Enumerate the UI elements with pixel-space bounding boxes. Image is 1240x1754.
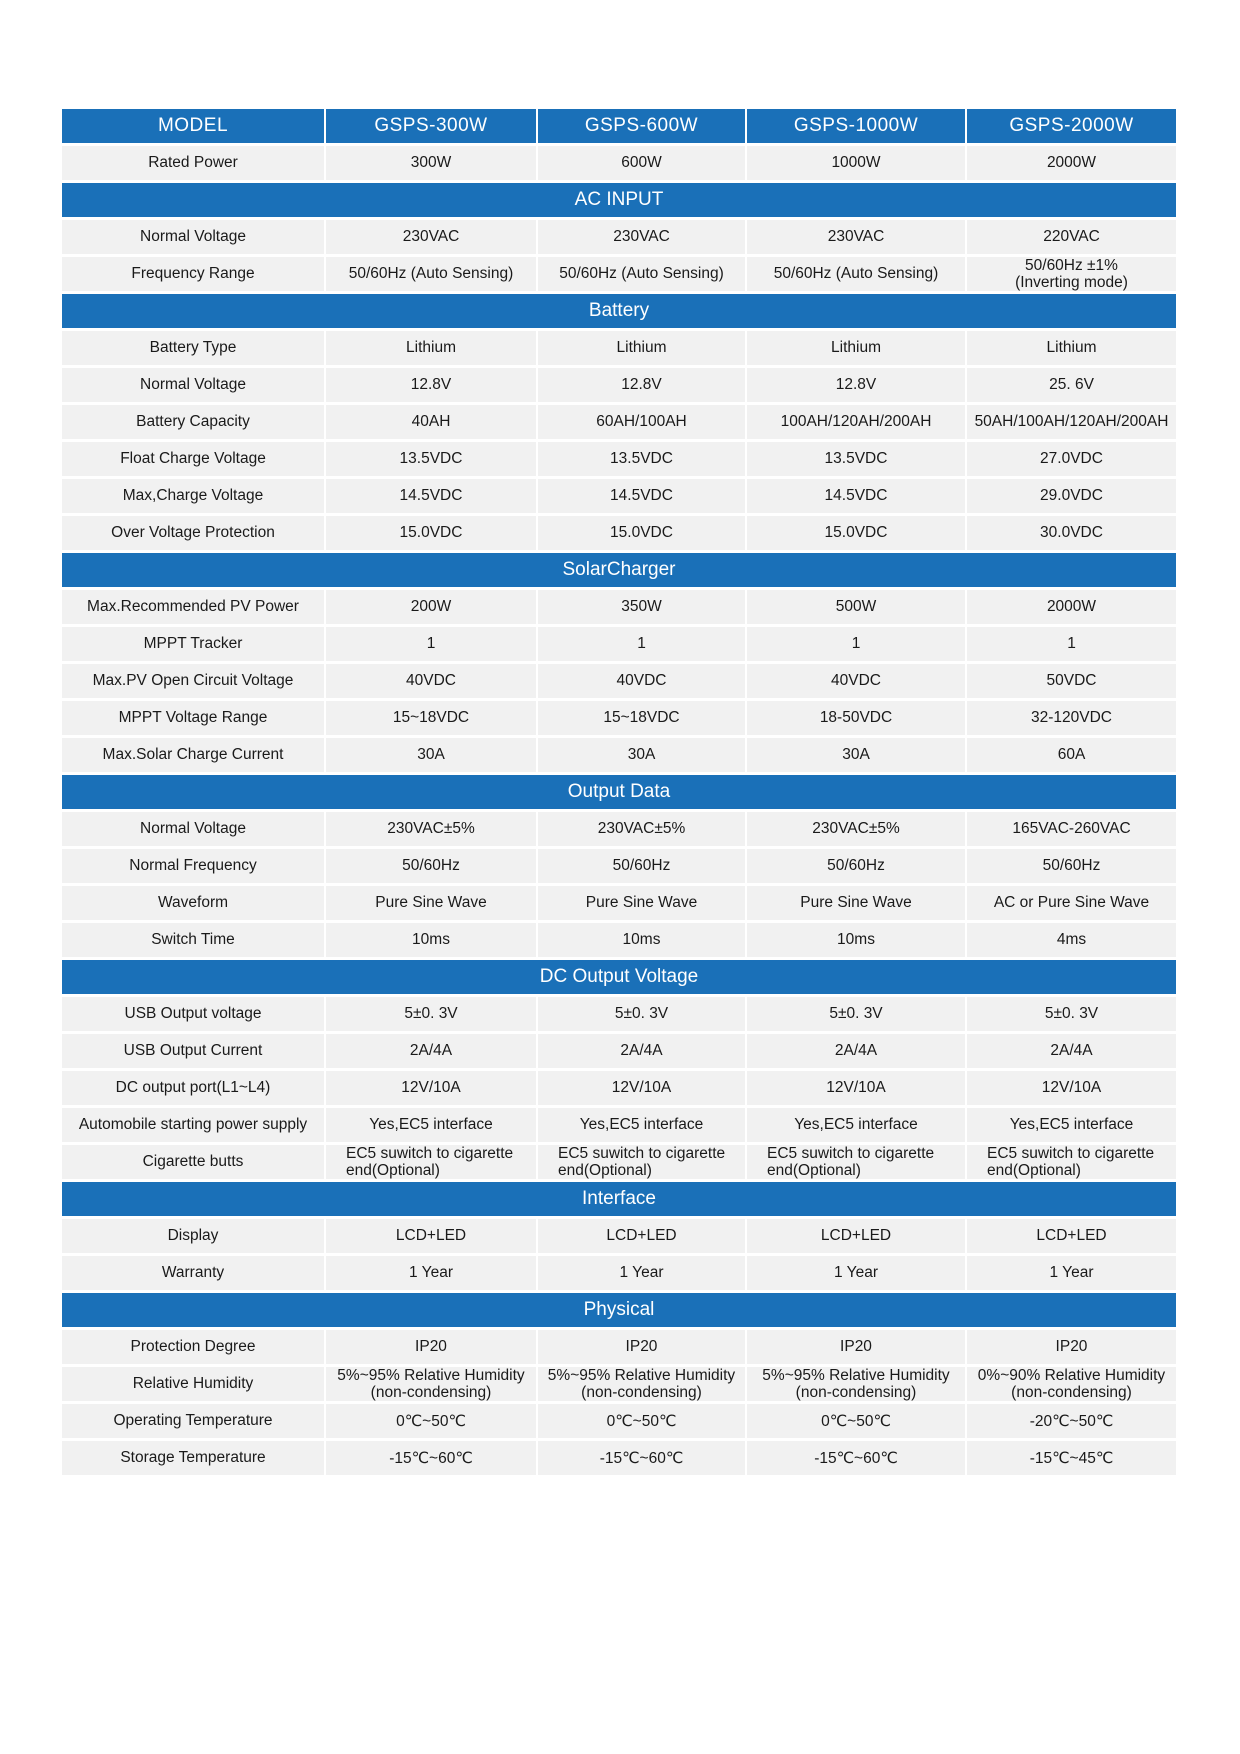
spec-value: 15~18VDC (326, 701, 536, 735)
model-header-cell: GSPS-600W (538, 109, 745, 143)
spec-value: 0℃~50℃ (326, 1404, 536, 1438)
spec-row (62, 368, 1176, 402)
spec-value-line: EC5 suwitch to cigarette (767, 1145, 935, 1162)
spec-label: Relative Humidity (62, 1367, 324, 1401)
spec-value: Pure Sine Wave (326, 886, 536, 920)
spec-value (967, 1367, 1176, 1401)
spec-row (62, 1256, 1176, 1290)
spec-value: 200W (326, 590, 536, 624)
spec-label: Over Voltage Protection (62, 516, 324, 550)
spec-label: Operating Temperature (62, 1404, 324, 1438)
spec-value: 18-50VDC (747, 701, 965, 735)
spec-label: Float Charge Voltage (62, 442, 324, 476)
spec-value: 2A/4A (538, 1034, 745, 1068)
spec-value: 13.5VDC (538, 442, 745, 476)
spec-value: 2000W (967, 146, 1176, 180)
spec-row (62, 405, 1176, 439)
section-title: AC INPUT (62, 183, 1176, 217)
spec-value: 5±0. 3V (967, 997, 1176, 1031)
section-header-row (62, 960, 1176, 994)
spec-value-line: EC5 suwitch to cigarette (558, 1145, 726, 1162)
section-title: Physical (62, 1293, 1176, 1327)
spec-value-line: 5%~95% Relative Humidity (337, 1367, 525, 1384)
spec-value: -20℃~50℃ (967, 1404, 1176, 1438)
spec-row (62, 812, 1176, 846)
section-header-row (62, 1293, 1176, 1327)
spec-value: 10ms (326, 923, 536, 957)
spec-value: -15℃~45℃ (967, 1441, 1176, 1475)
spec-value: 40AH (326, 405, 536, 439)
spec-label: USB Output Current (62, 1034, 324, 1068)
model-header-cell: GSPS-2000W (967, 109, 1176, 143)
spec-value (326, 1367, 536, 1401)
spec-value: 2000W (967, 590, 1176, 624)
section-header-row (62, 294, 1176, 328)
model-header-cell: GSPS-300W (326, 109, 536, 143)
spec-label: Storage Temperature (62, 1441, 324, 1475)
spec-row (62, 590, 1176, 624)
spec-label: Frequency Range (62, 257, 324, 291)
spec-value: 100AH/120AH/200AH (747, 405, 965, 439)
spec-value: -15℃~60℃ (747, 1441, 965, 1475)
spec-row (62, 257, 1176, 291)
spec-value (967, 1145, 1176, 1179)
spec-value: 500W (747, 590, 965, 624)
spec-value: LCD+LED (326, 1219, 536, 1253)
spec-row (62, 146, 1176, 180)
spec-value: 1 Year (967, 1256, 1176, 1290)
spec-row (62, 1367, 1176, 1401)
spec-value: 12.8V (326, 368, 536, 402)
spec-value-line: 0%~90% Relative Humidity (977, 1367, 1166, 1384)
spec-label: Normal Voltage (62, 368, 324, 402)
spec-row (62, 997, 1176, 1031)
spec-value: 15.0VDC (538, 516, 745, 550)
spec-row (62, 331, 1176, 365)
spec-value: 1 (967, 627, 1176, 661)
spec-value: 50/60Hz (Auto Sensing) (326, 257, 536, 291)
spec-value: 230VAC (538, 220, 745, 254)
spec-value: Yes,EC5 interface (538, 1108, 745, 1142)
spec-value: Pure Sine Wave (747, 886, 965, 920)
spec-label: Display (62, 1219, 324, 1253)
spec-value: 14.5VDC (326, 479, 536, 513)
spec-value: 230VAC±5% (747, 812, 965, 846)
spec-label: DC output port(L1~L4) (62, 1071, 324, 1105)
spec-value-line: EC5 suwitch to cigarette (346, 1145, 514, 1162)
spec-row (62, 1441, 1176, 1475)
spec-label: Max.PV Open Circuit Voltage (62, 664, 324, 698)
spec-value: 1 Year (326, 1256, 536, 1290)
spec-label: MPPT Tracker (62, 627, 324, 661)
spec-row (62, 1034, 1176, 1068)
spec-value: 2A/4A (967, 1034, 1176, 1068)
spec-label: Battery Capacity (62, 405, 324, 439)
spec-value: 12V/10A (747, 1071, 965, 1105)
spec-table-body (62, 146, 1176, 1475)
spec-value-line: 5%~95% Relative Humidity (547, 1367, 736, 1384)
spec-value: Yes,EC5 interface (326, 1108, 536, 1142)
spec-value (326, 1145, 536, 1179)
spec-value: 1 (326, 627, 536, 661)
spec-row (62, 479, 1176, 513)
spec-label: Protection Degree (62, 1330, 324, 1364)
spec-value: 50/60Hz (747, 849, 965, 883)
spec-value: 230VAC±5% (326, 812, 536, 846)
section-header-row (62, 775, 1176, 809)
spec-row (62, 516, 1176, 550)
spec-value: IP20 (326, 1330, 536, 1364)
spec-value: 1000W (747, 146, 965, 180)
spec-value: 30A (747, 738, 965, 772)
spec-label: Max.Recommended PV Power (62, 590, 324, 624)
spec-value: 50/60Hz (967, 849, 1176, 883)
spec-label: Waveform (62, 886, 324, 920)
spec-label: MPPT Voltage Range (62, 701, 324, 735)
spec-value (967, 257, 1176, 291)
spec-value: 50/60Hz (Auto Sensing) (538, 257, 745, 291)
spec-value: Yes,EC5 interface (747, 1108, 965, 1142)
spec-value: Yes,EC5 interface (967, 1108, 1176, 1142)
spec-value-line: EC5 suwitch to cigarette (987, 1145, 1155, 1162)
spec-value (538, 1367, 745, 1401)
spec-label: Automobile starting power supply (62, 1108, 324, 1142)
spec-value: 0℃~50℃ (538, 1404, 745, 1438)
spec-value: 15.0VDC (747, 516, 965, 550)
spec-row (62, 627, 1176, 661)
model-header-cell: MODEL (62, 109, 324, 143)
spec-value: 2A/4A (326, 1034, 536, 1068)
spec-value: 4ms (967, 923, 1176, 957)
spec-value: 165VAC-260VAC (967, 812, 1176, 846)
spec-value: 10ms (747, 923, 965, 957)
spec-value: Lithium (326, 331, 536, 365)
spec-value: 220VAC (967, 220, 1176, 254)
spec-value: 350W (538, 590, 745, 624)
spec-value: Lithium (747, 331, 965, 365)
spec-value: 40VDC (747, 664, 965, 698)
spec-value-line: (non-condensing) (795, 1384, 917, 1401)
spec-label: Max,Charge Voltage (62, 479, 324, 513)
spec-value: 29.0VDC (967, 479, 1176, 513)
spec-value: 12V/10A (538, 1071, 745, 1105)
spec-value: 27.0VDC (967, 442, 1176, 476)
spec-value: 60AH/100AH (538, 405, 745, 439)
spec-label: USB Output voltage (62, 997, 324, 1031)
spec-value: 40VDC (326, 664, 536, 698)
spec-row (62, 442, 1176, 476)
spec-value (747, 1145, 965, 1179)
spec-row (62, 701, 1176, 735)
spec-row (62, 738, 1176, 772)
spec-value-line: end(Optional) (987, 1162, 1081, 1179)
spec-value-line: 5%~95% Relative Humidity (762, 1367, 950, 1384)
spec-value: 25. 6V (967, 368, 1176, 402)
spec-value: 50VDC (967, 664, 1176, 698)
spec-value: 50/60Hz (538, 849, 745, 883)
spec-label: Switch Time (62, 923, 324, 957)
spec-value: 15~18VDC (538, 701, 745, 735)
spec-value: 50/60Hz (Auto Sensing) (747, 257, 965, 291)
spec-value: 0℃~50℃ (747, 1404, 965, 1438)
spec-value: -15℃~60℃ (326, 1441, 536, 1475)
spec-row (62, 1219, 1176, 1253)
spec-value: 30A (538, 738, 745, 772)
spec-value-line: (non-condensing) (581, 1384, 702, 1401)
spec-label: Normal Frequency (62, 849, 324, 883)
spec-row (62, 1071, 1176, 1105)
spec-value: LCD+LED (538, 1219, 745, 1253)
spec-value (747, 1367, 965, 1401)
spec-value: 30.0VDC (967, 516, 1176, 550)
spec-value-line: end(Optional) (346, 1162, 440, 1179)
spec-value: LCD+LED (967, 1219, 1176, 1253)
spec-label: Normal Voltage (62, 220, 324, 254)
spec-label: Warranty (62, 1256, 324, 1290)
spec-value: 32-120VDC (967, 701, 1176, 735)
spec-value: Lithium (538, 331, 745, 365)
section-title: SolarCharger (62, 553, 1176, 587)
spec-label: Cigarette butts (62, 1145, 324, 1179)
spec-value: 30A (326, 738, 536, 772)
spec-row (62, 886, 1176, 920)
spec-value (538, 1145, 745, 1179)
spec-value: 300W (326, 146, 536, 180)
spec-row (62, 849, 1176, 883)
spec-value: 1 Year (747, 1256, 965, 1290)
spec-value: Lithium (967, 331, 1176, 365)
spec-value: 5±0. 3V (538, 997, 745, 1031)
spec-value: 1 (747, 627, 965, 661)
spec-value: LCD+LED (747, 1219, 965, 1253)
spec-row (62, 923, 1176, 957)
spec-value: 14.5VDC (538, 479, 745, 513)
spec-value-line: 50/60Hz ±1% (1025, 257, 1118, 274)
spec-value: 14.5VDC (747, 479, 965, 513)
spec-label: Normal Voltage (62, 812, 324, 846)
section-title: Output Data (62, 775, 1176, 809)
spec-value: IP20 (747, 1330, 965, 1364)
spec-value: 50AH/100AH/120AH/200AH (967, 405, 1176, 439)
spec-label: Battery Type (62, 331, 324, 365)
spec-value: 12.8V (747, 368, 965, 402)
spec-row (62, 1145, 1176, 1179)
spec-table (60, 106, 1178, 1478)
spec-value: 230VAC (326, 220, 536, 254)
spec-value: 2A/4A (747, 1034, 965, 1068)
spec-value: 40VDC (538, 664, 745, 698)
spec-value-line: end(Optional) (558, 1162, 652, 1179)
spec-value: 13.5VDC (326, 442, 536, 476)
spec-value: IP20 (538, 1330, 745, 1364)
spec-value: Pure Sine Wave (538, 886, 745, 920)
spec-value-line: (non-condensing) (370, 1384, 492, 1401)
spec-label: Max.Solar Charge Current (62, 738, 324, 772)
section-header-row (62, 183, 1176, 217)
spec-value: 600W (538, 146, 745, 180)
spec-row (62, 1404, 1176, 1438)
section-title: DC Output Voltage (62, 960, 1176, 994)
model-header-row (62, 109, 1176, 143)
spec-value-line: (non-condensing) (1011, 1384, 1132, 1401)
spec-row (62, 1108, 1176, 1142)
spec-value: IP20 (967, 1330, 1176, 1364)
spec-value: -15℃~60℃ (538, 1441, 745, 1475)
spec-row (62, 1330, 1176, 1364)
spec-value: 12.8V (538, 368, 745, 402)
section-title: Interface (62, 1182, 1176, 1216)
section-header-row (62, 553, 1176, 587)
spec-value: 12V/10A (326, 1071, 536, 1105)
spec-value: 1 (538, 627, 745, 661)
spec-value: 5±0. 3V (747, 997, 965, 1031)
spec-value: 230VAC (747, 220, 965, 254)
spec-value: 1 Year (538, 1256, 745, 1290)
spec-value: 60A (967, 738, 1176, 772)
spec-value: 50/60Hz (326, 849, 536, 883)
model-header-cell: GSPS-1000W (747, 109, 965, 143)
spec-value-line: end(Optional) (767, 1162, 861, 1179)
spec-value: 15.0VDC (326, 516, 536, 550)
spec-value: 12V/10A (967, 1071, 1176, 1105)
spec-row (62, 220, 1176, 254)
section-header-row (62, 1182, 1176, 1216)
spec-label: Rated Power (62, 146, 324, 180)
spec-value: AC or Pure Sine Wave (967, 886, 1176, 920)
spec-value: 10ms (538, 923, 745, 957)
spec-value-line: (Inverting mode) (1015, 274, 1128, 291)
spec-value: 5±0. 3V (326, 997, 536, 1031)
section-title: Battery (62, 294, 1176, 328)
spec-value: 230VAC±5% (538, 812, 745, 846)
spec-value: 13.5VDC (747, 442, 965, 476)
spec-row (62, 664, 1176, 698)
